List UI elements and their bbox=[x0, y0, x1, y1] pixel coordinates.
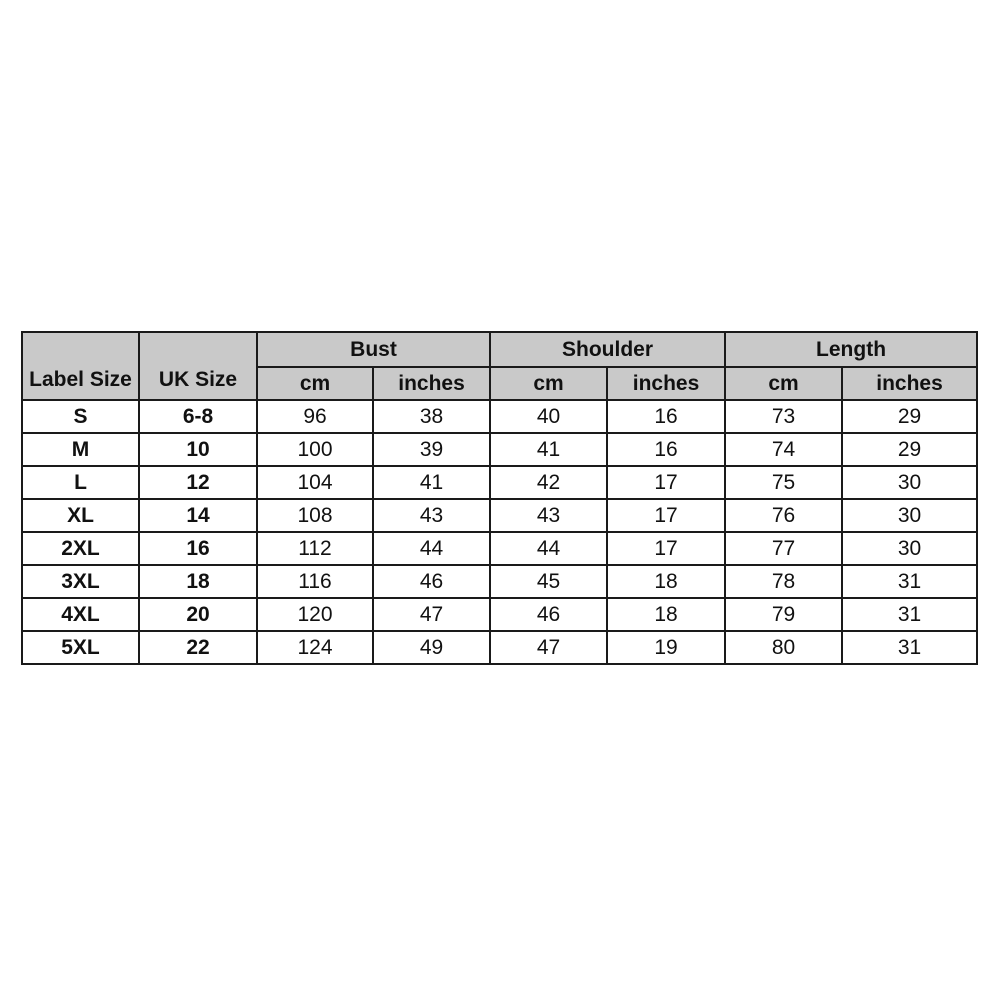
bust-inches-cell: 41 bbox=[373, 466, 490, 499]
uk-size-cell: 22 bbox=[139, 631, 257, 664]
length-cm-cell: 78 bbox=[725, 565, 842, 598]
label-size-cell: M bbox=[22, 433, 139, 466]
shoulder-cm-cell: 43 bbox=[490, 499, 607, 532]
bust-inches-cell: 38 bbox=[373, 400, 490, 433]
bust-cm-cell: 96 bbox=[257, 400, 373, 433]
length-cm-header: cm bbox=[725, 367, 842, 400]
length-cm-cell: 73 bbox=[725, 400, 842, 433]
bust-header: Bust bbox=[257, 332, 490, 367]
uk-size-cell: 20 bbox=[139, 598, 257, 631]
uk-size-cell: 14 bbox=[139, 499, 257, 532]
length-header: Length bbox=[725, 332, 977, 367]
length-inches-cell: 30 bbox=[842, 499, 977, 532]
bust-cm-cell: 108 bbox=[257, 499, 373, 532]
length-inches-cell: 31 bbox=[842, 631, 977, 664]
length-inches-cell: 30 bbox=[842, 466, 977, 499]
length-inches-cell: 31 bbox=[842, 565, 977, 598]
shoulder-inches-cell: 19 bbox=[607, 631, 725, 664]
length-inches-cell: 30 bbox=[842, 532, 977, 565]
length-cm-cell: 75 bbox=[725, 466, 842, 499]
uk-size-cell: 18 bbox=[139, 565, 257, 598]
table-row bbox=[22, 400, 977, 433]
shoulder-inches-cell: 18 bbox=[607, 565, 725, 598]
shoulder-inches-cell: 17 bbox=[607, 466, 725, 499]
length-inches-cell: 29 bbox=[842, 433, 977, 466]
length-cm-cell: 80 bbox=[725, 631, 842, 664]
bust-inches-header: inches bbox=[373, 367, 490, 400]
bust-cm-cell: 104 bbox=[257, 466, 373, 499]
label-size-cell: S bbox=[22, 400, 139, 433]
table-row bbox=[22, 499, 977, 532]
label-size-cell: XL bbox=[22, 499, 139, 532]
table-row bbox=[22, 466, 977, 499]
label-size-header: Label Size bbox=[22, 332, 139, 400]
bust-cm-cell: 100 bbox=[257, 433, 373, 466]
uk-size-cell: 12 bbox=[139, 466, 257, 499]
shoulder-cm-cell: 47 bbox=[490, 631, 607, 664]
table-row bbox=[22, 433, 977, 466]
uk-size-cell: 16 bbox=[139, 532, 257, 565]
table-row bbox=[22, 565, 977, 598]
shoulder-inches-cell: 17 bbox=[607, 532, 725, 565]
bust-cm-header: cm bbox=[257, 367, 373, 400]
label-size-cell: 2XL bbox=[22, 532, 139, 565]
table-row bbox=[22, 532, 977, 565]
uk-size-cell: 10 bbox=[139, 433, 257, 466]
shoulder-inches-cell: 16 bbox=[607, 433, 725, 466]
label-size-cell: 5XL bbox=[22, 631, 139, 664]
bust-cm-cell: 124 bbox=[257, 631, 373, 664]
table-row bbox=[22, 598, 977, 631]
shoulder-cm-cell: 45 bbox=[490, 565, 607, 598]
table-row bbox=[22, 631, 977, 664]
shoulder-cm-cell: 44 bbox=[490, 532, 607, 565]
shoulder-inches-cell: 17 bbox=[607, 499, 725, 532]
shoulder-cm-header: cm bbox=[490, 367, 607, 400]
shoulder-inches-cell: 16 bbox=[607, 400, 725, 433]
label-size-cell: L bbox=[22, 466, 139, 499]
label-size-cell: 3XL bbox=[22, 565, 139, 598]
shoulder-inches-cell: 18 bbox=[607, 598, 725, 631]
header-group-row bbox=[22, 332, 977, 367]
length-inches-header: inches bbox=[842, 367, 977, 400]
uk-size-cell: 6-8 bbox=[139, 400, 257, 433]
uk-size-header: UK Size bbox=[139, 332, 257, 400]
length-cm-cell: 77 bbox=[725, 532, 842, 565]
length-cm-cell: 79 bbox=[725, 598, 842, 631]
bust-inches-cell: 44 bbox=[373, 532, 490, 565]
size-chart-table bbox=[21, 331, 978, 665]
bust-inches-cell: 49 bbox=[373, 631, 490, 664]
shoulder-cm-cell: 40 bbox=[490, 400, 607, 433]
length-cm-cell: 76 bbox=[725, 499, 842, 532]
label-size-cell: 4XL bbox=[22, 598, 139, 631]
shoulder-inches-header: inches bbox=[607, 367, 725, 400]
length-inches-cell: 29 bbox=[842, 400, 977, 433]
bust-inches-cell: 39 bbox=[373, 433, 490, 466]
shoulder-cm-cell: 46 bbox=[490, 598, 607, 631]
table-header bbox=[22, 332, 977, 400]
bust-inches-cell: 43 bbox=[373, 499, 490, 532]
bust-cm-cell: 120 bbox=[257, 598, 373, 631]
length-cm-cell: 74 bbox=[725, 433, 842, 466]
bust-inches-cell: 47 bbox=[373, 598, 490, 631]
shoulder-header: Shoulder bbox=[490, 332, 725, 367]
length-inches-cell: 31 bbox=[842, 598, 977, 631]
bust-cm-cell: 112 bbox=[257, 532, 373, 565]
table-body bbox=[22, 400, 977, 664]
bust-cm-cell: 116 bbox=[257, 565, 373, 598]
shoulder-cm-cell: 41 bbox=[490, 433, 607, 466]
bust-inches-cell: 46 bbox=[373, 565, 490, 598]
shoulder-cm-cell: 42 bbox=[490, 466, 607, 499]
